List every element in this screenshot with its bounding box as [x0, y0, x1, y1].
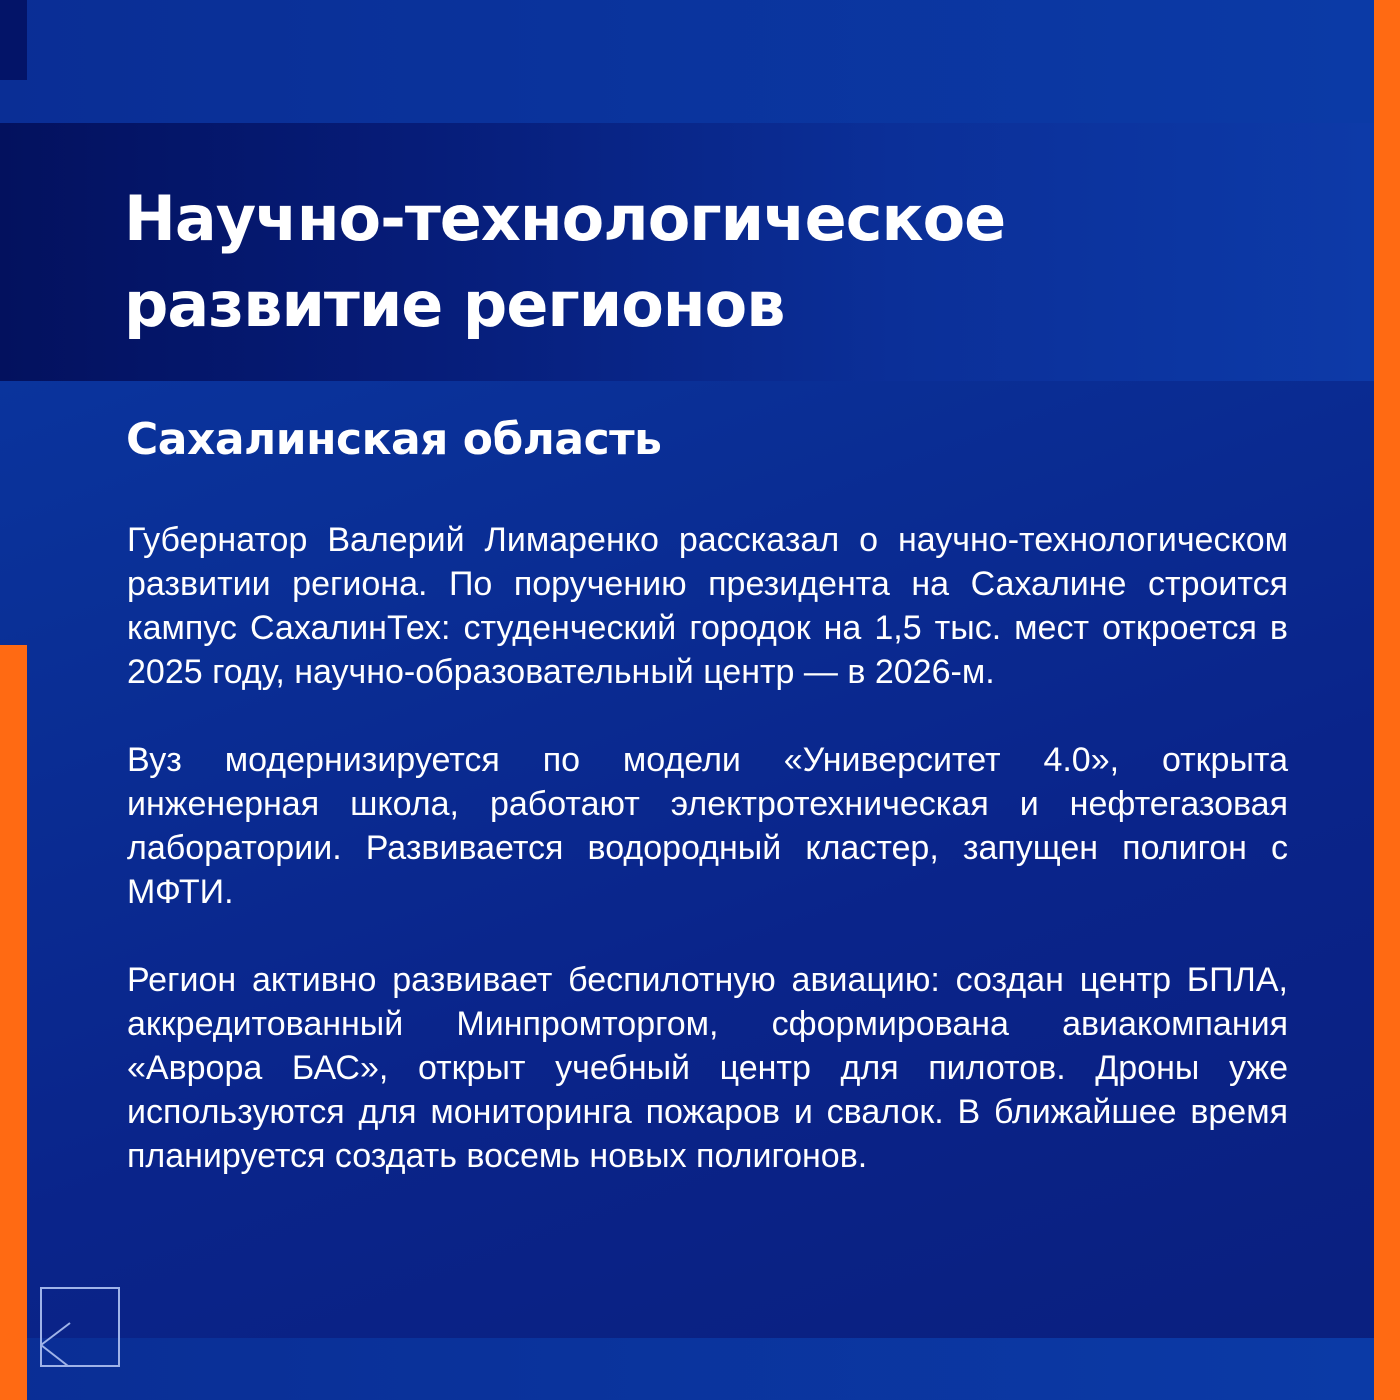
corner-accent: [0, 0, 27, 80]
paragraph-3: Регион активно развивает беспилотную авиацию: создан центр БПЛА, аккредитованный Минпромторгом, сформирована авиакомпания «Аврора БАС», открыт учебный центр для пилотов. Дроны уже используются для мониторинга пожаров и свалок. В ближайшее время планируется создать восемь новых полигонов.: [127, 961, 1288, 1175]
orange-accent-right: [1374, 0, 1400, 1400]
region-subtitle: Сахалинская область: [126, 414, 662, 465]
article-body: [127, 518, 1288, 1222]
title-line-2: развитие регионов: [124, 268, 785, 341]
top-band: [0, 0, 1374, 123]
k-logo-icon: [40, 1287, 120, 1367]
orange-accent-left: [0, 645, 27, 1400]
title-line-1: Научно-технологическое: [124, 182, 1006, 255]
paragraph-1: Губернатор Валерий Лимаренко рассказал о научно-технологическом развитии региона. По поручению президента на Сахалине строится кампус СахалинТех: студенческий городок на 1,5 тыс. мест откроется в 2025 году, научно-образовательный центр — в 2026-м.: [127, 521, 1288, 691]
paragraph-2: Вуз модернизируется по модели «Университет 4.0», открыта инженерная школа, работают электротехническая и нефтегазовая лаборатории. Развивается водородный кластер, запущен полигон с МФТИ.: [127, 741, 1288, 911]
bottom-band: [0, 1338, 1374, 1400]
page-title: [124, 176, 1274, 348]
